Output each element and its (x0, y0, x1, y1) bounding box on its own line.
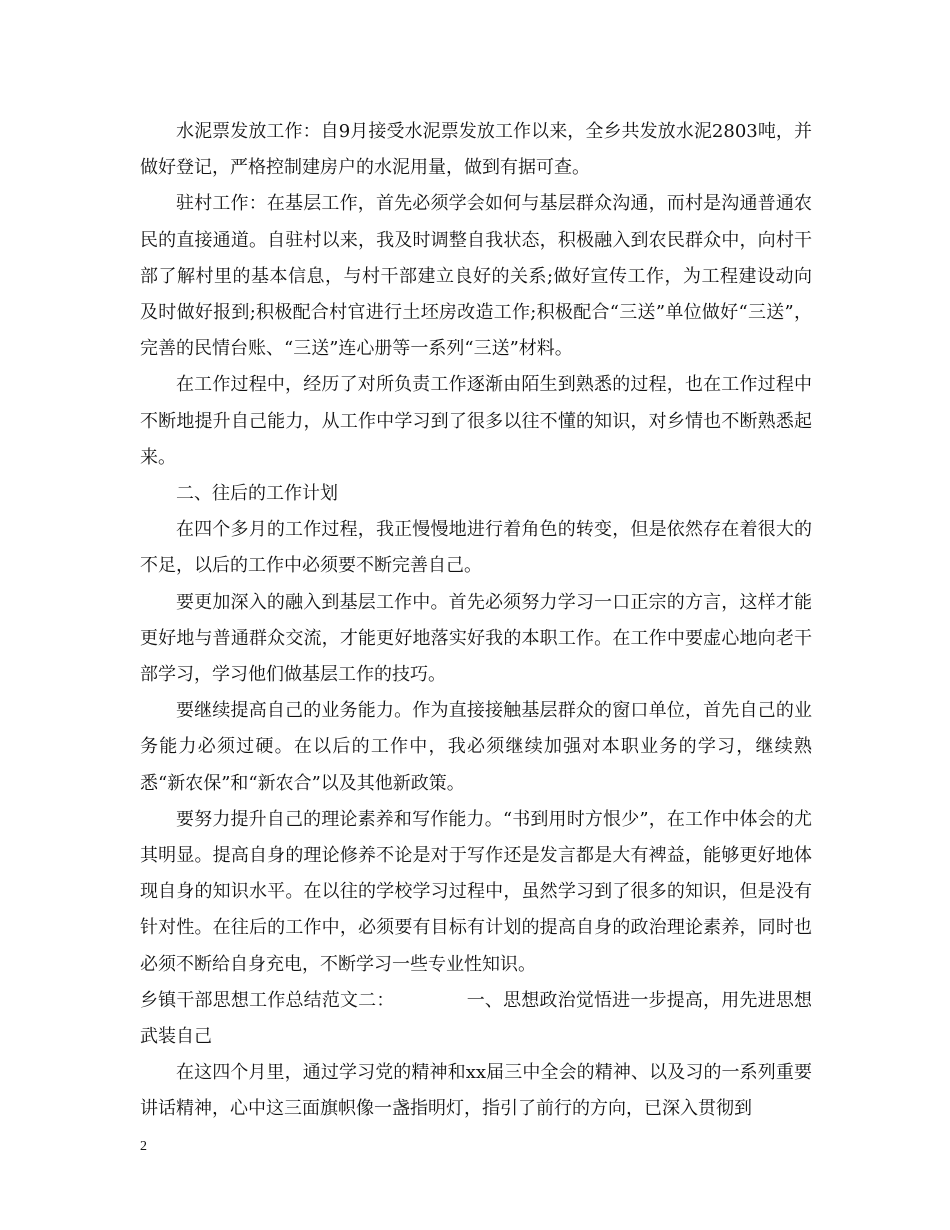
section-heading-title: 乡镇干部思想工作总结范文二： (140, 989, 395, 1011)
paragraph-work-process: 在工作过程中，经历了对所负责工作逐渐由陌生到熟悉的过程，也在工作过程中不断地提升自己能力，从工作中学习到了很多以往不懂的知识，对乡情也不断熟悉起来。 (140, 374, 812, 468)
section-heading-sample-two (140, 983, 812, 1055)
paragraph-grassroots: 要更加深入的融入到基层工作中。首先必须努力学习一口正宗的方言，这样才能更好地与普通群众交流，才能更好地落实好我的本职工作。在工作中要虚心地向老干部学习，学习他们做基层工作的技巧。 (140, 591, 812, 686)
document-body (140, 114, 812, 1128)
paragraph-business-ability: 要继续提高自己的业务能力。作为直接接触基层群众的窗口单位，首先自己的业务能力必须过硬。在以后的工作中，我必须继续加强对本职业务的学习，继续熟悉“新农保”和“新农合”以及其他新政策。 (140, 700, 812, 794)
section-heading-subtitle: 一、思想政治觉悟进一步提高，用先进思想武装自己 (140, 989, 812, 1048)
page-number: 2 (140, 1139, 147, 1154)
paragraph-village-work: 驻村工作：在基层工作，首先必须学会如何与基层群众沟通，而村是沟通普通农民的直接通道。自驻村以来，我及时调整自我状态，积极融入到农民群众中，向村干部了解村里的基本信息，与村干部建立良好的关系;做好宣传工作，为工程建设动向及时做好报到;积极配合村官进行土坯房改造工作;积极配合“三送”单位做好“三送”，完善的民情台账、“三送”连心册等一系列“三送”材料。 (140, 193, 812, 360)
paragraph-role-change: 在四个多月的工作过程，我正慢慢地进行着角色的转变，但是依然存在着很大的不足，以后的工作中必须要不断完善自己。 (140, 519, 812, 577)
heading-future-plan: 二、往后的工作计划 (176, 483, 338, 505)
paragraph-theory-writing: 要努力提升自己的理论素养和写作能力。“书到用时方恨少”，在工作中体会的尤其明显。提高自身的理论修养不论是对于写作还是发言都是大有裨益，能够更好地体现自身的知识水平。在以往的学校学习过程中，虽然学习到了很多的知识，但是没有针对性。在往后的工作中，必须要有目标有计划的提高自身的政治理论素养，同时也必须不断给自身充电，不断学习一些专业性知识。 (140, 808, 812, 975)
paragraph-four-months: 在这四个月里，通过学习党的精神和xx届三中全会的精神、以及习的一系列重要讲话精神，心中这三面旗帜像一盏指明灯，指引了前行的方向，已深入贯彻到 (140, 1062, 812, 1120)
paragraph-cement-tickets: 水泥票发放工作：自9月接受水泥票发放工作以来，全乡共发放水泥2803吨，并做好登记，严格控制建房户的水泥用量，做到有据可查。 (140, 121, 812, 179)
